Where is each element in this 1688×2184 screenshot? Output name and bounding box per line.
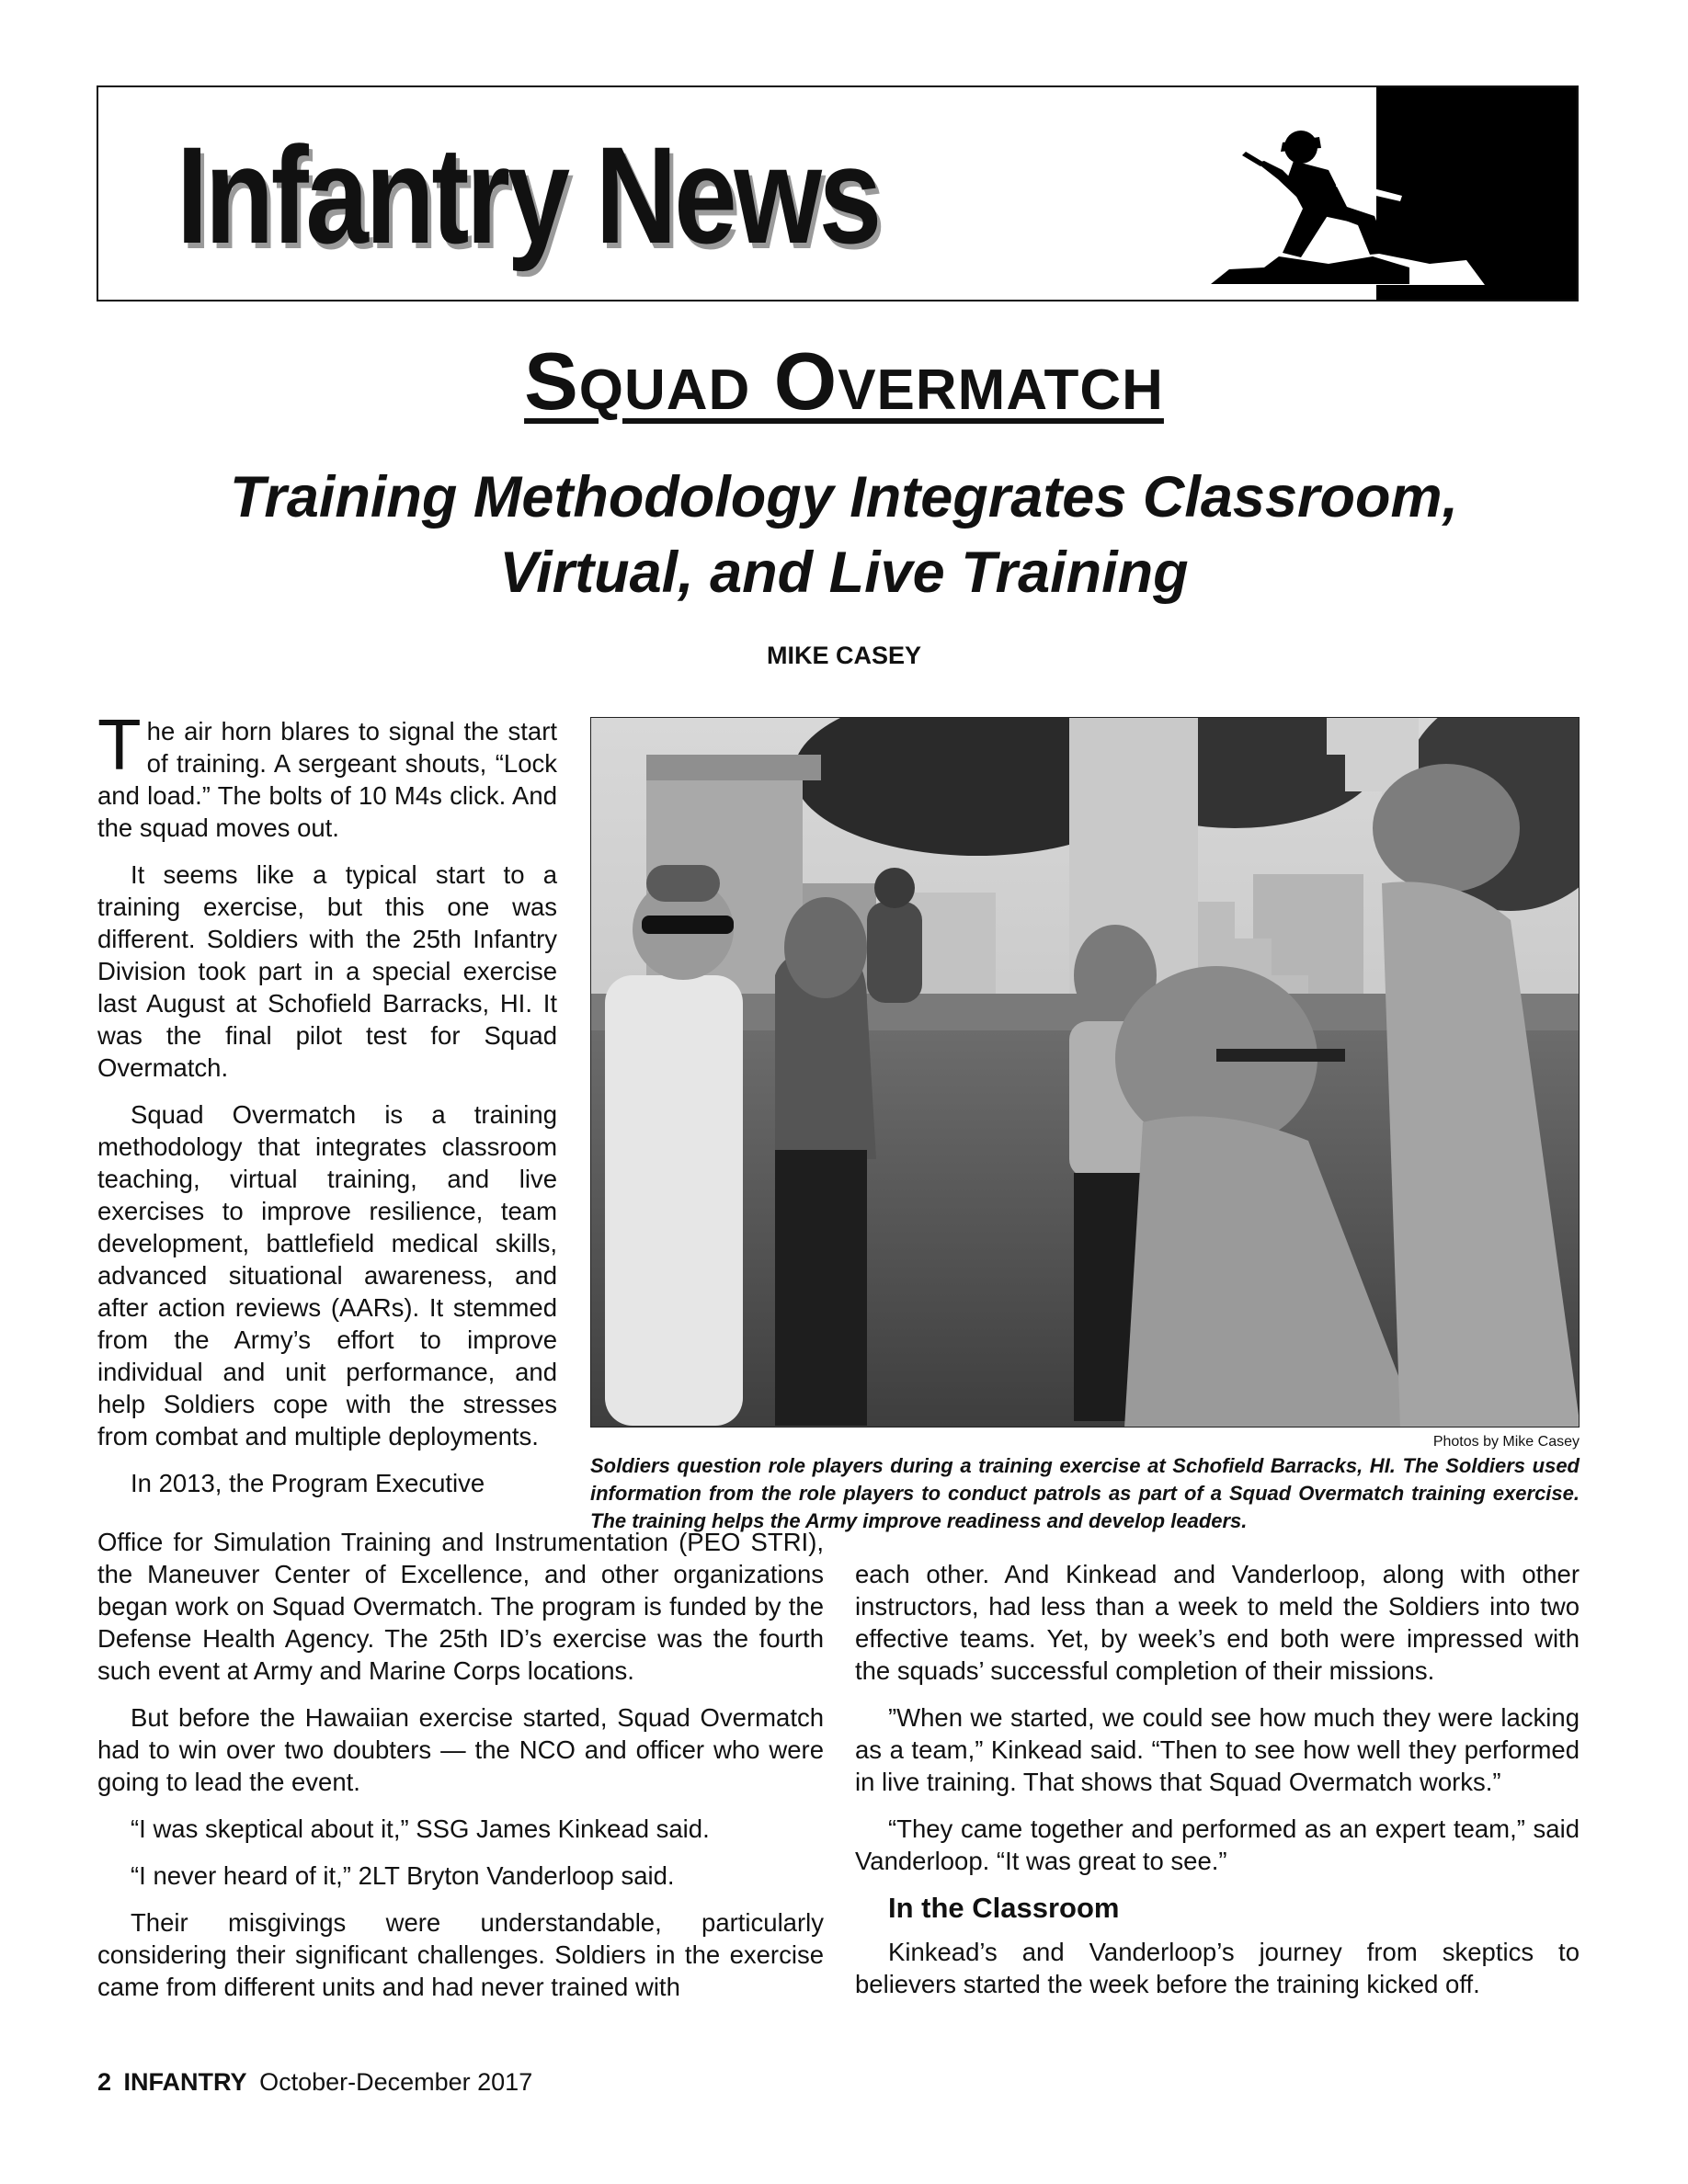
article-title bbox=[0, 336, 1688, 427]
byline: MIKE CASEY bbox=[766, 642, 922, 669]
magazine-name: INFANTRY bbox=[123, 2068, 247, 2096]
right-paragraph-1: each other. And Kinkead and Vanderloop, along with other instructors, had less than a week to meld the Soldiers into two effective teams. Yet, by week’s end both were impressed with the squads’ successful completion of their missions. bbox=[855, 1560, 1580, 1685]
page-number: 2 bbox=[97, 2068, 112, 2096]
article-title-text: Squad Overmatch bbox=[524, 336, 1164, 427]
soldier-silhouette-icon bbox=[1191, 106, 1503, 290]
right-column bbox=[855, 1558, 1580, 2015]
intro-paragraph-4: In 2013, the Program Executive bbox=[131, 1469, 485, 1497]
subtitle-line-1: Training Methodology Integrates Classroom, bbox=[229, 465, 1458, 529]
subtitle-line-2: Virtual, and Live Training bbox=[499, 540, 1189, 605]
article-photo bbox=[590, 717, 1580, 1428]
issue-date: October-December 2017 bbox=[259, 2068, 533, 2096]
left-paragraph-3: “I was skeptical about it,” SSG James Kinkead said. bbox=[131, 1814, 710, 1843]
article-subtitle bbox=[92, 460, 1596, 610]
photo-caption: Soldiers question role players during a training exercise at Schofield Barracks, HI. The Soldiers used information from the role players to conduct patrols as part of a Squad Overmatch training exercise. The training helps the Army improve readiness and develop leaders. bbox=[590, 1454, 1580, 1532]
masthead-title: Infantry News bbox=[177, 118, 879, 272]
right-paragraph-4: Kinkead’s and Vanderloop’s journey from skeptics to believers started the week before the training kicked off. bbox=[855, 1938, 1580, 1998]
training-exercise-photo bbox=[591, 718, 1580, 1428]
intro-paragraph-3: Squad Overmatch is a training methodology that integrates classroom teaching, virtual training, and live exercises to improve resilience, team development, battlefield medical skills, advanced situational awareness, and after action reviews (AARs). It stemmed from the Army’s effort to improve individual and unit performance, and help Soldiers cope with the stresses from combat and multiple deployments. bbox=[97, 1100, 557, 1450]
section-heading: In the Classroom bbox=[888, 1892, 1120, 1924]
left-column bbox=[97, 1526, 824, 2018]
right-paragraph-3: “They came together and performed as an expert team,” said Vanderloop. “It was great to see.” bbox=[855, 1814, 1580, 1875]
intro-column bbox=[97, 704, 557, 1514]
page-footer bbox=[97, 2068, 532, 2097]
intro-paragraph-1-text: he air horn blares to signal the start of training. A sergeant shouts, “Lock and load.” The bolts of 10 M4s click. And the squad moves out. bbox=[97, 717, 557, 842]
drop-cap: T bbox=[97, 704, 142, 785]
photo-credit: Photos by Mike Casey bbox=[1432, 1434, 1580, 1450]
left-paragraph-2: But before the Hawaiian exercise started, Squad Overmatch had to win over two doubters — the NCO and officer who were going to lead the event. bbox=[97, 1703, 824, 1796]
right-paragraph-2: ”When we started, we could see how much they were lacking as a team,” Kinkead said. “Then to see how well they performed in live training. That shows that Squad Overmatch works.” bbox=[855, 1703, 1580, 1796]
left-paragraph-5: Their misgivings were understandable, particularly considering their significant challenges. Soldiers in the exercise came from different units and had never trained with bbox=[97, 1908, 824, 2001]
intro-paragraph-1 bbox=[97, 704, 557, 844]
masthead bbox=[97, 85, 1579, 301]
left-paragraph-4: “I never heard of it,” 2LT Bryton Vanderloop said. bbox=[131, 1861, 675, 1890]
intro-paragraph-2: It seems like a typical start to a training exercise, but this one was different. Soldiers with the 25th Infantry Division took part in a special exercise last August at Schofield Barracks, HI. It was the final pilot test for Squad Overmatch. bbox=[97, 860, 557, 1082]
left-paragraph-1: Office for Simulation Training and Instrumentation (PEO STRI), the Maneuver Center of Excellence, and other organizations began work on Squad Overmatch. The program is funded by the Defense Health Agency. The 25th ID’s exercise was the fourth such event at Army and Marine Corps locations. bbox=[97, 1528, 824, 1685]
